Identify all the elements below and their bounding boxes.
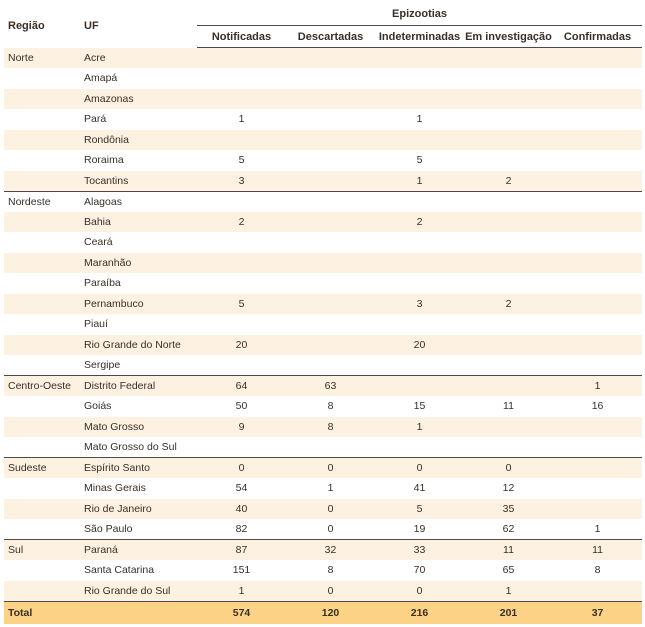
cell-confirmadas	[553, 478, 642, 499]
table-row	[4, 519, 642, 540]
epizootias-table	[4, 4, 642, 624]
total-em-investigacao: 201	[464, 601, 553, 624]
cell-descartadas	[286, 150, 375, 171]
cell-regiao: Norte	[4, 48, 80, 69]
cell-regiao	[4, 171, 80, 192]
cell-descartadas	[286, 294, 375, 315]
cell-uf: São Paulo	[80, 519, 197, 540]
total-label: Total	[4, 601, 80, 624]
cell-confirmadas	[553, 314, 642, 335]
total-indeterminadas: 216	[375, 601, 464, 624]
cell-regiao	[4, 437, 80, 458]
cell-uf: Pará	[80, 109, 197, 130]
cell-notificadas	[197, 437, 286, 458]
table-row	[4, 499, 642, 520]
cell-em-investigacao: 11	[464, 540, 553, 561]
cell-regiao	[4, 560, 80, 581]
cell-confirmadas	[553, 499, 642, 520]
cell-em-investigacao	[464, 232, 553, 253]
cell-confirmadas	[553, 109, 642, 130]
table-row	[4, 68, 642, 89]
cell-em-investigacao	[464, 130, 553, 151]
cell-confirmadas	[553, 130, 642, 151]
cell-uf: Goiás	[80, 396, 197, 417]
cell-em-investigacao	[464, 273, 553, 294]
cell-descartadas: 63	[286, 376, 375, 397]
cell-regiao	[4, 499, 80, 520]
cell-regiao	[4, 396, 80, 417]
cell-uf: Rio Grande do Norte	[80, 335, 197, 356]
cell-notificadas: 1	[197, 109, 286, 130]
cell-em-investigacao	[464, 314, 553, 335]
cell-regiao	[4, 109, 80, 130]
cell-descartadas: 8	[286, 396, 375, 417]
cell-indeterminadas	[375, 48, 464, 69]
header-epizootias: Epizootias	[197, 4, 642, 26]
cell-notificadas	[197, 48, 286, 69]
table-row	[4, 540, 642, 561]
cell-confirmadas: 8	[553, 560, 642, 581]
cell-confirmadas	[553, 417, 642, 438]
cell-em-investigacao: 62	[464, 519, 553, 540]
cell-indeterminadas	[375, 68, 464, 89]
cell-descartadas	[286, 335, 375, 356]
cell-notificadas: 50	[197, 396, 286, 417]
total-notificadas: 574	[197, 601, 286, 624]
cell-notificadas: 151	[197, 560, 286, 581]
cell-uf: Alagoas	[80, 191, 197, 212]
table-footer	[4, 601, 642, 624]
cell-regiao: Nordeste	[4, 191, 80, 212]
cell-descartadas	[286, 232, 375, 253]
cell-em-investigacao	[464, 191, 553, 212]
cell-uf: Tocantins	[80, 171, 197, 192]
cell-em-investigacao: 12	[464, 478, 553, 499]
cell-em-investigacao	[464, 212, 553, 233]
cell-notificadas: 82	[197, 519, 286, 540]
cell-uf: Distrito Federal	[80, 376, 197, 397]
cell-indeterminadas	[375, 437, 464, 458]
cell-regiao	[4, 232, 80, 253]
cell-regiao	[4, 355, 80, 376]
cell-confirmadas	[553, 253, 642, 274]
cell-uf: Bahia	[80, 212, 197, 233]
cell-notificadas: 1	[197, 581, 286, 602]
table-row	[4, 48, 642, 69]
cell-em-investigacao	[464, 437, 553, 458]
cell-uf: Mato Grosso do Sul	[80, 437, 197, 458]
cell-notificadas: 3	[197, 171, 286, 192]
cell-notificadas: 40	[197, 499, 286, 520]
cell-em-investigacao	[464, 68, 553, 89]
cell-regiao: Sudeste	[4, 458, 80, 479]
cell-indeterminadas: 33	[375, 540, 464, 561]
header-uf: UF	[84, 19, 99, 32]
cell-em-investigacao: 11	[464, 396, 553, 417]
cell-confirmadas: 11	[553, 540, 642, 561]
cell-uf: Santa Catarina	[80, 560, 197, 581]
cell-notificadas	[197, 232, 286, 253]
cell-regiao	[4, 314, 80, 335]
cell-indeterminadas	[375, 376, 464, 397]
cell-confirmadas	[553, 89, 642, 110]
cell-uf: Paraíba	[80, 273, 197, 294]
cell-notificadas: 87	[197, 540, 286, 561]
cell-indeterminadas	[375, 130, 464, 151]
table-row	[4, 335, 642, 356]
table-body	[4, 48, 642, 602]
cell-indeterminadas: 3	[375, 294, 464, 315]
cell-descartadas	[286, 130, 375, 151]
cell-confirmadas	[553, 294, 642, 315]
cell-indeterminadas: 20	[375, 335, 464, 356]
cell-regiao	[4, 581, 80, 602]
cell-confirmadas	[553, 335, 642, 356]
cell-regiao	[4, 212, 80, 233]
cell-regiao	[4, 130, 80, 151]
cell-descartadas	[286, 89, 375, 110]
cell-em-investigacao	[464, 89, 553, 110]
cell-confirmadas: 1	[553, 519, 642, 540]
cell-indeterminadas: 19	[375, 519, 464, 540]
cell-notificadas	[197, 89, 286, 110]
cell-indeterminadas: 1	[375, 171, 464, 192]
cell-descartadas	[286, 437, 375, 458]
header-confirmadas: Confirmadas	[553, 26, 642, 48]
cell-notificadas: 20	[197, 335, 286, 356]
cell-uf: Piauí	[80, 314, 197, 335]
cell-descartadas	[286, 314, 375, 335]
table-row	[4, 376, 642, 397]
cell-indeterminadas	[375, 314, 464, 335]
header-regiao: Região	[8, 19, 45, 32]
cell-em-investigacao	[464, 355, 553, 376]
cell-uf: Maranhão	[80, 253, 197, 274]
table-row	[4, 437, 642, 458]
cell-indeterminadas	[375, 253, 464, 274]
cell-indeterminadas: 15	[375, 396, 464, 417]
cell-uf: Espírito Santo	[80, 458, 197, 479]
total-confirmadas: 37	[553, 601, 642, 624]
cell-em-investigacao	[464, 376, 553, 397]
header-notificadas: Notificadas	[197, 26, 286, 48]
cell-confirmadas	[553, 273, 642, 294]
cell-em-investigacao	[464, 48, 553, 69]
cell-uf: Ceará	[80, 232, 197, 253]
table-row	[4, 478, 642, 499]
cell-regiao	[4, 417, 80, 438]
cell-confirmadas	[553, 437, 642, 458]
cell-uf: Amazonas	[80, 89, 197, 110]
cell-confirmadas: 16	[553, 396, 642, 417]
total-descartadas: 120	[286, 601, 375, 624]
table-row	[4, 273, 642, 294]
header-descartadas: Descartadas	[286, 26, 375, 48]
cell-em-investigacao: 1	[464, 581, 553, 602]
cell-indeterminadas	[375, 89, 464, 110]
cell-descartadas: 32	[286, 540, 375, 561]
cell-descartadas: 0	[286, 499, 375, 520]
cell-notificadas: 2	[197, 212, 286, 233]
table-row	[4, 581, 642, 602]
cell-confirmadas	[553, 212, 642, 233]
cell-uf: Amapá	[80, 68, 197, 89]
cell-confirmadas	[553, 581, 642, 602]
cell-uf: Roraima	[80, 150, 197, 171]
cell-regiao	[4, 478, 80, 499]
cell-indeterminadas: 0	[375, 458, 464, 479]
cell-uf: Acre	[80, 48, 197, 69]
cell-confirmadas	[553, 171, 642, 192]
cell-indeterminadas: 70	[375, 560, 464, 581]
cell-uf: Mato Grosso	[80, 417, 197, 438]
cell-notificadas: 64	[197, 376, 286, 397]
cell-indeterminadas: 5	[375, 150, 464, 171]
table-row	[4, 130, 642, 151]
cell-uf: Rio Grande do Sul	[80, 581, 197, 602]
cell-confirmadas	[553, 68, 642, 89]
cell-indeterminadas: 5	[375, 499, 464, 520]
cell-uf: Rondônia	[80, 130, 197, 151]
cell-descartadas: 8	[286, 560, 375, 581]
cell-indeterminadas	[375, 232, 464, 253]
cell-descartadas	[286, 355, 375, 376]
cell-notificadas: 9	[197, 417, 286, 438]
cell-em-investigacao	[464, 253, 553, 274]
cell-notificadas	[197, 253, 286, 274]
cell-descartadas	[286, 191, 375, 212]
table-header	[4, 4, 642, 48]
cell-em-investigacao: 2	[464, 294, 553, 315]
cell-descartadas: 0	[286, 581, 375, 602]
cell-em-investigacao	[464, 335, 553, 356]
cell-regiao	[4, 519, 80, 540]
cell-descartadas: 0	[286, 519, 375, 540]
table-row	[4, 212, 642, 233]
header-indeterminadas: Indeterminadas	[375, 26, 464, 48]
cell-em-investigacao: 35	[464, 499, 553, 520]
cell-descartadas	[286, 109, 375, 130]
table-row	[4, 314, 642, 335]
cell-indeterminadas: 1	[375, 109, 464, 130]
cell-notificadas	[197, 68, 286, 89]
header-em-investigacao: Em investigação	[464, 26, 553, 48]
epizootias-table-container	[4, 4, 642, 624]
cell-notificadas: 54	[197, 478, 286, 499]
cell-notificadas	[197, 191, 286, 212]
table-row	[4, 191, 642, 212]
cell-descartadas: 0	[286, 458, 375, 479]
cell-uf: Rio de Janeiro	[80, 499, 197, 520]
cell-em-investigacao: 65	[464, 560, 553, 581]
table-row	[4, 355, 642, 376]
cell-regiao: Centro-Oeste	[4, 376, 80, 397]
cell-descartadas	[286, 68, 375, 89]
cell-indeterminadas	[375, 355, 464, 376]
cell-descartadas: 8	[286, 417, 375, 438]
cell-notificadas	[197, 130, 286, 151]
cell-descartadas	[286, 171, 375, 192]
cell-indeterminadas	[375, 273, 464, 294]
table-row	[4, 458, 642, 479]
table-row	[4, 253, 642, 274]
cell-regiao	[4, 253, 80, 274]
cell-confirmadas	[553, 232, 642, 253]
cell-regiao	[4, 294, 80, 315]
total-row	[4, 601, 642, 624]
table-row	[4, 89, 642, 110]
table-row	[4, 109, 642, 130]
cell-confirmadas	[553, 458, 642, 479]
cell-regiao	[4, 150, 80, 171]
table-row	[4, 396, 642, 417]
cell-em-investigacao	[464, 417, 553, 438]
table-row	[4, 232, 642, 253]
cell-confirmadas	[553, 355, 642, 376]
cell-confirmadas: 1	[553, 376, 642, 397]
cell-uf: Paraná	[80, 540, 197, 561]
cell-regiao	[4, 89, 80, 110]
cell-notificadas: 5	[197, 150, 286, 171]
table-row	[4, 171, 642, 192]
cell-notificadas	[197, 273, 286, 294]
cell-notificadas: 0	[197, 458, 286, 479]
cell-descartadas	[286, 48, 375, 69]
table-row	[4, 560, 642, 581]
cell-descartadas	[286, 253, 375, 274]
cell-indeterminadas: 0	[375, 581, 464, 602]
cell-regiao	[4, 68, 80, 89]
total-uf-empty	[80, 601, 197, 624]
cell-notificadas: 5	[197, 294, 286, 315]
cell-descartadas	[286, 273, 375, 294]
cell-confirmadas	[553, 191, 642, 212]
cell-descartadas	[286, 212, 375, 233]
cell-regiao	[4, 273, 80, 294]
cell-em-investigacao: 2	[464, 171, 553, 192]
cell-em-investigacao: 0	[464, 458, 553, 479]
cell-uf: Pernambuco	[80, 294, 197, 315]
cell-notificadas	[197, 314, 286, 335]
cell-indeterminadas: 2	[375, 212, 464, 233]
cell-descartadas: 1	[286, 478, 375, 499]
cell-confirmadas	[553, 48, 642, 69]
cell-em-investigacao	[464, 150, 553, 171]
table-row	[4, 150, 642, 171]
cell-notificadas	[197, 355, 286, 376]
cell-indeterminadas: 1	[375, 417, 464, 438]
table-row	[4, 417, 642, 438]
cell-regiao	[4, 335, 80, 356]
table-row	[4, 294, 642, 315]
cell-confirmadas	[553, 150, 642, 171]
cell-indeterminadas: 41	[375, 478, 464, 499]
cell-regiao: Sul	[4, 540, 80, 561]
cell-uf: Sergipe	[80, 355, 197, 376]
cell-indeterminadas	[375, 191, 464, 212]
cell-em-investigacao	[464, 109, 553, 130]
cell-uf: Minas Gerais	[80, 478, 197, 499]
